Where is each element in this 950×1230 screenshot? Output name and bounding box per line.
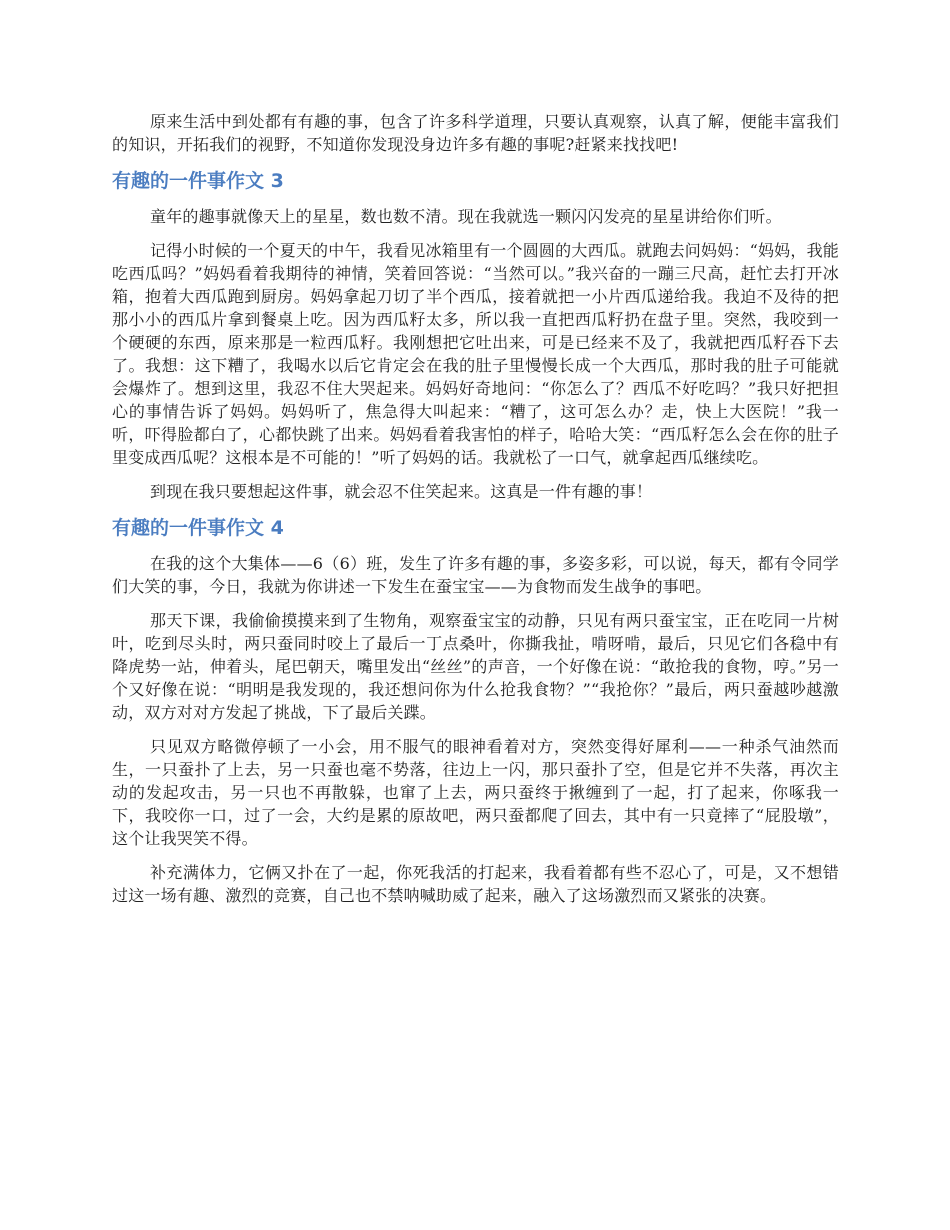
section-heading: 有趣的一件事作文 4 xyxy=(112,517,284,539)
paragraph: 原来生活中到处都有有趣的事，包含了许多科学道理，只要认真观察，认真了解，便能丰富我们的知识，开拓我们的视野，不知道你发现没身边许多有趣的事呢?赶紧来找找吧! xyxy=(112,112,839,154)
document-page xyxy=(112,110,839,918)
paragraph: 到现在我只要想起这件事，就会忍不住笑起来。这真是一件有趣的事！ xyxy=(150,482,653,501)
paragraph: 童年的趣事就像天上的星星，数也数不清。现在我就选一颗闪闪发亮的星星讲给你们听。 xyxy=(150,207,782,226)
paragraph: 记得小时候的一个夏天的中午，我看见冰箱里有一个圆圆的大西瓜。就跑去问妈妈：“妈妈，我能吃西瓜吗？”妈妈看着我期待的神情，笑着回答说：“当然可以。”我兴奋的一蹦三尺高，赶忙去打开冰箱，抱着大西瓜跑到厨房。妈妈拿起刀切了半个西瓜，接着就把一小片西瓜递给我。我迫不及待的把那小小的西瓜片拿到餐桌上吃。因为西瓜籽太多，所以我一直把西瓜籽扔在盘子里。突然，我咬到一个硬硬的东西，原来那是一粒西瓜籽。我刚想把它吐出来，可是已经来不及了，我就把西瓜籽吞下去了。我想：这下糟了，我喝水以后它肯定会在我的肚子里慢慢长成一个大西瓜，那时我的肚子可能就会爆炸了。想到这里，我忍不住大哭起来。妈妈好奇地问：“你怎么了？西瓜不好吃吗？”我只好把担心的事情告诉了妈妈。妈妈听了，焦急得大叫起来：“糟了，这可怎么办？走，快上大医院！”我一听，吓得脸都白了，心都快跳了出来。妈妈看着我害怕的样子，哈哈大笑：“西瓜籽怎么会在你的肚子里变成西瓜呢？这根本是不可能的！”听了妈妈的话。我就松了一口气，就拿起西瓜继续吃。 xyxy=(112,241,839,467)
paragraph: 那天下课，我偷偷摸摸来到了生物角，观察蚕宝宝的动静，只见有两只蚕宝宝，正在吃同一片树叶，吃到尽头时，两只蚕同时咬上了最后一丁点桑叶，你撕我扯，啃呀啃，最后，只见它们各稳中有降虎势一站，伸着头，尾巴朝天，嘴里发出“丝丝”的声音，一个好像在说：“敢抢我的食物，哼。”另一个又好像在说：“明明是我发现的，我还想问你为什么抢我食物？”“我抢你？”最后，两只蚕越吵越激动，双方对对方发起了挑战，下了最后关蹀。 xyxy=(112,611,839,722)
paragraph: 在我的这个大集体——6（6）班，发生了许多有趣的事，多姿多彩，可以说，每天，都有令同学们大笑的事，今日，我就为你讲述一下发生在蚕宝宝——为食物而发生战争的事吧。 xyxy=(112,554,839,596)
paragraph: 补充满体力，它俩又扑在了一起，你死我活的打起来，我看着都有些不忍心了，可是，又不想错过这一场有趣、激烈的竞赛，自己也不禁呐喊助威了起来，融入了这场激烈而又紧张的决赛。 xyxy=(112,863,839,905)
section-heading: 有趣的一件事作文 3 xyxy=(112,170,284,192)
paragraph: 只见双方略微停顿了一小会，用不服气的眼神看着对方，突然变得好犀利——一种杀气油然而生，一只蚕扑了上去，另一只蚕也毫不势落，往边上一闪，那只蚕扑了空，但是它并不失落，再次主动的发起攻击，另一只也不再散躲，也窜了上去，两只蚕终于揪缠到了一起，打了起来，你啄我一下，我咬你一口，过了一会，大约是累的原故吧，两只蚕都爬了回去，其中有一只竟摔了“屁股墩”，这个让我哭笑不得。 xyxy=(112,737,839,848)
